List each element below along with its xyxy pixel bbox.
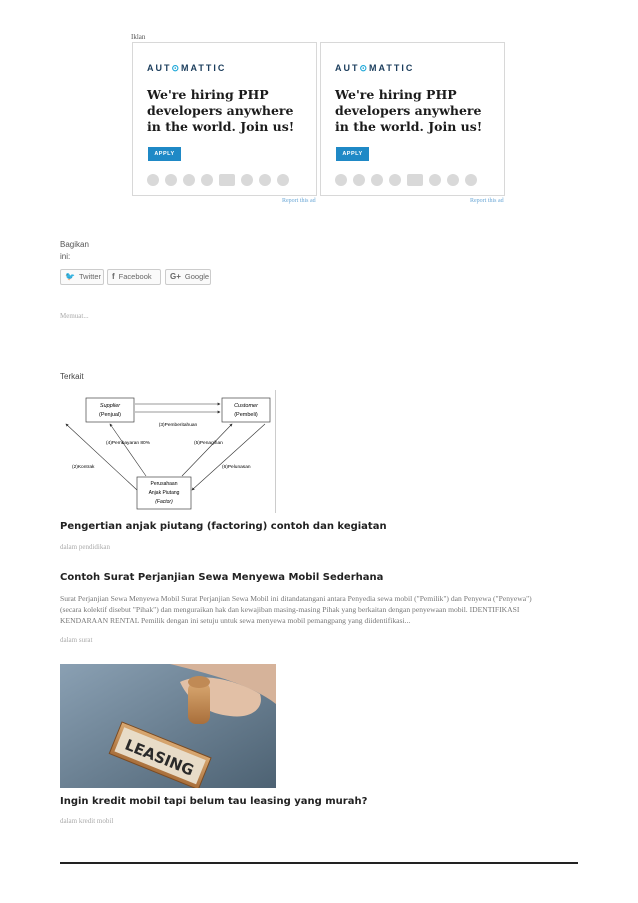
gravatar-icon bbox=[465, 174, 477, 186]
share-facebook-button[interactable] bbox=[107, 269, 161, 285]
svg-text:LEASING: LEASING bbox=[122, 735, 197, 780]
vaultpress-icon bbox=[259, 174, 271, 186]
automattic-logo: AUT⊙MATTIC bbox=[147, 63, 227, 73]
svg-text:(5)Penagihan: (5)Penagihan bbox=[194, 441, 223, 446]
factoring-diagram bbox=[60, 390, 276, 513]
wordpress-icon bbox=[335, 174, 347, 186]
svg-text:Perusahaan: Perusahaan bbox=[150, 481, 178, 487]
share-google-button[interactable] bbox=[165, 269, 211, 285]
simplenote-icon bbox=[353, 174, 365, 186]
ad-banner-1[interactable] bbox=[132, 42, 317, 196]
svg-text:Supplier: Supplier bbox=[99, 403, 121, 409]
automattic-logo: AUT⊙MATTIC bbox=[335, 63, 415, 73]
woo-icon bbox=[219, 174, 235, 186]
share-twitter-button[interactable] bbox=[60, 269, 104, 285]
vaultpress-icon bbox=[447, 174, 459, 186]
svg-text:(3)Pemberitahuan: (3)Pemberitahuan bbox=[158, 423, 198, 428]
ad-label: Iklan bbox=[131, 33, 146, 41]
footer-divider bbox=[60, 862, 578, 864]
related-post-2-title[interactable]: Contoh Surat Perjanjian Sewa Menyewa Mobil Sederhana bbox=[60, 572, 384, 583]
share-facebook-label: Facebook bbox=[118, 272, 152, 281]
power-icon bbox=[201, 174, 213, 186]
loading-text: Memuat... bbox=[60, 312, 89, 320]
related-post-1-category: dalam pendidikan bbox=[60, 543, 110, 551]
leasing-stamp-photo bbox=[60, 664, 276, 788]
related-post-2-excerpt: Surat Perjanjian Sewa Menyewa Mobil Surat Perjanjian Sewa Mobil ini ditandatangani antara Penyedia sewa mobil ("Pemilik") dan Penyewa ("Penyewa") (secara kolektif disebut "Pihak") dan menguraikan hak dan kewajiban masing-masing Pihak yang berkaitan dengan penyewaan mobil. IDENTIFIKASI KENDARAAN RENTAL Pemilik dengan ini setuju untuk sewa menyewa mobil pemangpang yang diidentifikasi... bbox=[60, 594, 532, 625]
info-icon bbox=[429, 174, 441, 186]
apply-button[interactable]: APPLY bbox=[336, 147, 369, 161]
share-google-label: Google bbox=[184, 272, 210, 281]
simplenote-icon bbox=[165, 174, 177, 186]
power-icon bbox=[389, 174, 401, 186]
report-ad-link-2[interactable]: Report this ad bbox=[470, 198, 504, 204]
akismet-icon bbox=[183, 174, 195, 186]
twitter-icon: 🐦 bbox=[65, 272, 75, 281]
related-post-3-title[interactable]: Ingin kredit mobil tapi belum tau leasing yang murah? bbox=[60, 796, 368, 807]
ad-banner-2[interactable] bbox=[320, 42, 505, 196]
gravatar-icon bbox=[277, 174, 289, 186]
svg-text:(Factor): (Factor) bbox=[155, 499, 173, 505]
product-icons bbox=[147, 174, 289, 186]
ad-headline: We're hiring PHP developers anywhere in the world. Join us! bbox=[335, 87, 483, 134]
google-plus-icon: G+ bbox=[170, 272, 181, 281]
svg-text:(Pembeli): (Pembeli) bbox=[234, 412, 258, 418]
svg-text:(Penjual): (Penjual) bbox=[98, 412, 122, 418]
ad-headline: We're hiring PHP developers anywhere in the world. Join us! bbox=[147, 87, 295, 134]
svg-text:(6)Pelunasan: (6)Pelunasan bbox=[222, 465, 251, 470]
facebook-icon: f bbox=[112, 272, 115, 281]
svg-text:Anjak Piutang: Anjak Piutang bbox=[148, 490, 180, 496]
svg-text:Customer: Customer bbox=[234, 403, 258, 409]
wordpress-icon bbox=[147, 174, 159, 186]
related-post-1-title[interactable]: Pengertian anjak piutang (factoring) contoh dan kegiatan bbox=[60, 521, 387, 532]
related-post-3-image[interactable] bbox=[60, 664, 276, 788]
apply-button[interactable]: APPLY bbox=[148, 147, 181, 161]
share-twitter-label: Twitter bbox=[78, 272, 102, 281]
related-heading: Terkait bbox=[60, 372, 84, 381]
info-icon bbox=[241, 174, 253, 186]
product-icons bbox=[335, 174, 477, 186]
related-post-2-category: dalam surat bbox=[60, 636, 93, 644]
akismet-icon bbox=[371, 174, 383, 186]
woo-icon bbox=[407, 174, 423, 186]
related-post-3-category: dalam kredit mobil bbox=[60, 817, 114, 825]
report-ad-link-1[interactable]: Report this ad bbox=[282, 198, 316, 204]
svg-text:(2)Kontrak: (2)Kontrak bbox=[72, 465, 95, 470]
share-title: Bagikan ini: bbox=[60, 240, 89, 261]
svg-text:(4)Pembayaran 80%: (4)Pembayaran 80% bbox=[106, 441, 150, 446]
related-post-1-image[interactable] bbox=[60, 390, 276, 513]
